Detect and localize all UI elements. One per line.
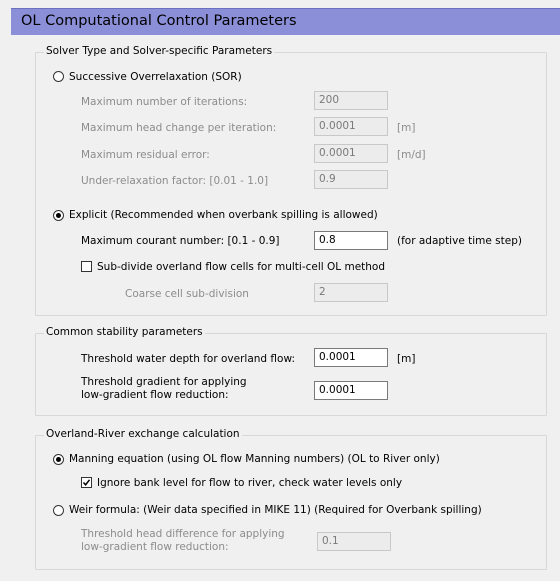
max-residual-field[interactable]: 0.0001 bbox=[314, 144, 388, 163]
max-iterations-field[interactable]: 200 bbox=[314, 91, 388, 110]
courant-number-label: Maximum courant number: [0.1 - 0.9] bbox=[81, 235, 280, 247]
solver-group-label: Solver Type and Solver-specific Parameters bbox=[46, 45, 273, 57]
threshold-head-field[interactable]: 0.1 bbox=[317, 532, 391, 551]
max-head-change-label: Maximum head change per iteration: bbox=[81, 122, 277, 134]
max-iterations-label: Maximum number of iterations: bbox=[81, 96, 248, 108]
exchange-group-label: Overland-River exchange calculation bbox=[46, 428, 240, 440]
sor-radio[interactable] bbox=[53, 71, 64, 82]
panel-header bbox=[11, 8, 560, 35]
threshold-depth-label: Threshold water depth for overland flow: bbox=[81, 353, 296, 365]
weir-radio[interactable] bbox=[53, 505, 64, 516]
explicit-radio[interactable] bbox=[53, 210, 64, 221]
max-residual-label: Maximum residual error: bbox=[81, 149, 210, 161]
relaxation-factor-label: Under-relaxation factor: [0.01 - 1.0] bbox=[81, 175, 269, 187]
weir-radio-label[interactable]: Weir formula: (Weir data specified in MIKE 11) (Required for Overbank spilling) bbox=[69, 504, 482, 516]
sor-radio-label[interactable]: Successive Overrelaxation (SOR) bbox=[69, 71, 242, 83]
manning-radio[interactable] bbox=[53, 454, 64, 465]
stability-group bbox=[35, 326, 547, 416]
threshold-gradient-label-2: low-gradient flow reduction: bbox=[81, 389, 229, 401]
max-head-change-field[interactable]: 0.0001 bbox=[314, 117, 388, 136]
coarse-subdivision-label: Coarse cell sub-division bbox=[125, 288, 249, 300]
threshold-gradient-label-1: Threshold gradient for applying bbox=[81, 376, 247, 388]
subdivide-checkbox[interactable] bbox=[81, 261, 92, 272]
courant-number-field[interactable]: 0.8 bbox=[314, 231, 388, 250]
max-residual-unit: [m/d] bbox=[397, 149, 426, 161]
threshold-depth-field[interactable]: 0.0001 bbox=[314, 348, 388, 367]
subdivide-checkbox-label[interactable]: Sub-divide overland flow cells for multi-cell OL method bbox=[97, 261, 386, 273]
checkmark-icon bbox=[82, 478, 91, 487]
relaxation-factor-field[interactable]: 0.9 bbox=[314, 170, 388, 189]
max-head-change-unit: [m] bbox=[397, 122, 416, 134]
panel-title: OL Computational Control Parameters bbox=[21, 13, 297, 29]
courant-number-note: (for adaptive time step) bbox=[397, 235, 522, 247]
threshold-depth-unit: [m] bbox=[397, 353, 416, 365]
stability-group-label: Common stability parameters bbox=[46, 326, 203, 338]
ignore-bank-checkbox[interactable] bbox=[81, 477, 92, 488]
ignore-bank-checkbox-label[interactable]: Ignore bank level for flow to river, check water levels only bbox=[97, 477, 403, 489]
threshold-head-label-1: Threshold head difference for applying bbox=[81, 528, 285, 540]
coarse-subdivision-field[interactable]: 2 bbox=[314, 283, 388, 302]
threshold-gradient-field[interactable]: 0.0001 bbox=[314, 381, 388, 400]
manning-radio-label[interactable]: Manning equation (using OL flow Manning numbers) (OL to River only) bbox=[69, 453, 440, 465]
threshold-head-label-2: low-gradient flow reduction: bbox=[81, 541, 229, 553]
explicit-radio-label[interactable]: Explicit (Recommended when overbank spilling is allowed) bbox=[69, 209, 378, 221]
